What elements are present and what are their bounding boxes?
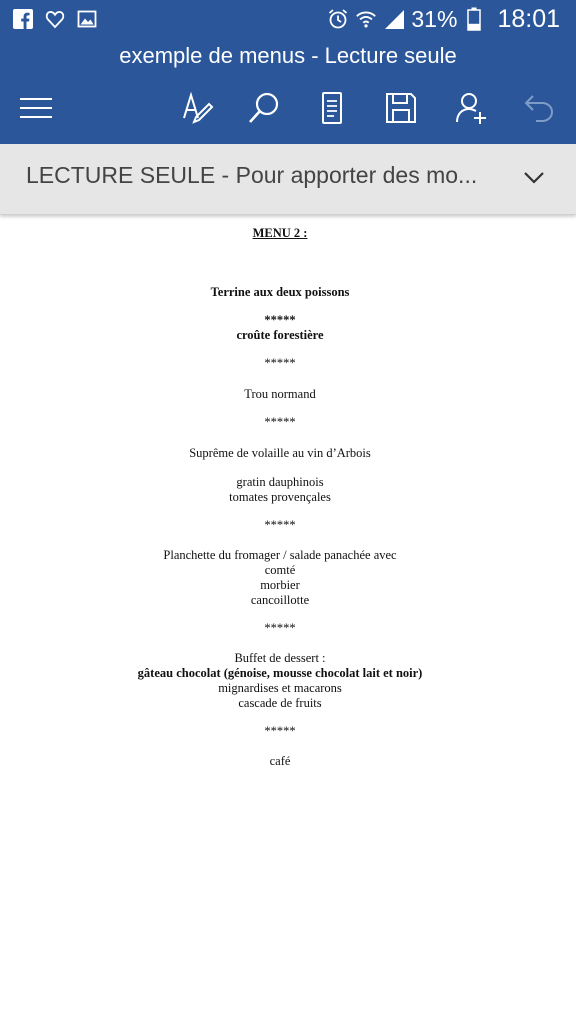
search-button[interactable] bbox=[242, 88, 286, 132]
mobile-view-button[interactable] bbox=[310, 88, 354, 132]
wifi-icon bbox=[355, 8, 377, 30]
menu-line: comté bbox=[264, 563, 296, 577]
menu-line: Trou normand bbox=[244, 387, 316, 401]
menu-line: gratin dauphinois bbox=[236, 475, 324, 489]
battery-percent: 31% bbox=[411, 5, 458, 32]
menu-separator: ***** bbox=[264, 356, 296, 370]
edit-button[interactable] bbox=[175, 88, 219, 132]
document-title: exemple de menus - Lecture seule bbox=[0, 38, 576, 76]
undo-icon bbox=[523, 92, 555, 129]
menu-line: tomates provençales bbox=[229, 490, 331, 504]
menu-line: cascade de fruits bbox=[238, 696, 322, 710]
search-icon bbox=[247, 91, 281, 130]
read-only-message: LECTURE SEULE - Pour apporter des mo... bbox=[26, 162, 478, 188]
facebook-icon bbox=[12, 8, 34, 30]
image-icon bbox=[76, 8, 98, 30]
read-only-banner[interactable] bbox=[0, 144, 576, 215]
menu-line: Suprême de volaille au vin d’Arbois bbox=[189, 446, 371, 460]
save-icon bbox=[385, 92, 417, 129]
share-button[interactable] bbox=[450, 88, 494, 132]
menu-icon bbox=[19, 96, 53, 125]
menu-line: morbier bbox=[260, 578, 300, 592]
mobile-view-icon bbox=[320, 91, 344, 130]
chevron-down-icon[interactable] bbox=[520, 164, 548, 192]
battery-icon bbox=[463, 8, 485, 30]
menu-line: Planchette du fromager / salade panachée avec bbox=[163, 548, 397, 562]
add-person-icon bbox=[455, 91, 489, 130]
menu-button[interactable] bbox=[14, 88, 58, 132]
status-bar-left bbox=[0, 8, 98, 30]
pen-icon bbox=[180, 91, 214, 130]
menu-line: Buffet de dessert : bbox=[234, 651, 326, 665]
signal-icon bbox=[383, 8, 405, 30]
alarm-icon bbox=[327, 8, 349, 30]
menu-separator: ***** bbox=[264, 621, 296, 635]
heart-outline-icon bbox=[44, 8, 66, 30]
menu-separator: ***** bbox=[264, 518, 296, 532]
save-button[interactable] bbox=[379, 88, 423, 132]
document-page bbox=[0, 216, 576, 1024]
status-bar-right bbox=[327, 5, 576, 34]
clock: 18:01 bbox=[497, 4, 560, 33]
menu-line: Terrine aux deux poissons bbox=[210, 285, 350, 299]
menu-separator: ***** bbox=[264, 724, 296, 738]
toolbar bbox=[0, 76, 576, 144]
menu-line: croûte forestière bbox=[236, 328, 324, 342]
menu-line: mignardises et macarons bbox=[218, 681, 342, 695]
menu-line: café bbox=[269, 754, 291, 768]
undo-button[interactable] bbox=[517, 88, 561, 132]
menu-separator: ***** bbox=[264, 313, 296, 327]
menu-heading: MENU 2 : bbox=[252, 226, 308, 240]
menu-line: gâteau chocolat (génoise, mousse chocolat lait et noir) bbox=[137, 666, 423, 680]
status-bar bbox=[0, 0, 576, 38]
menu-line: cancoillotte bbox=[250, 593, 310, 607]
menu-separator: ***** bbox=[264, 415, 296, 429]
